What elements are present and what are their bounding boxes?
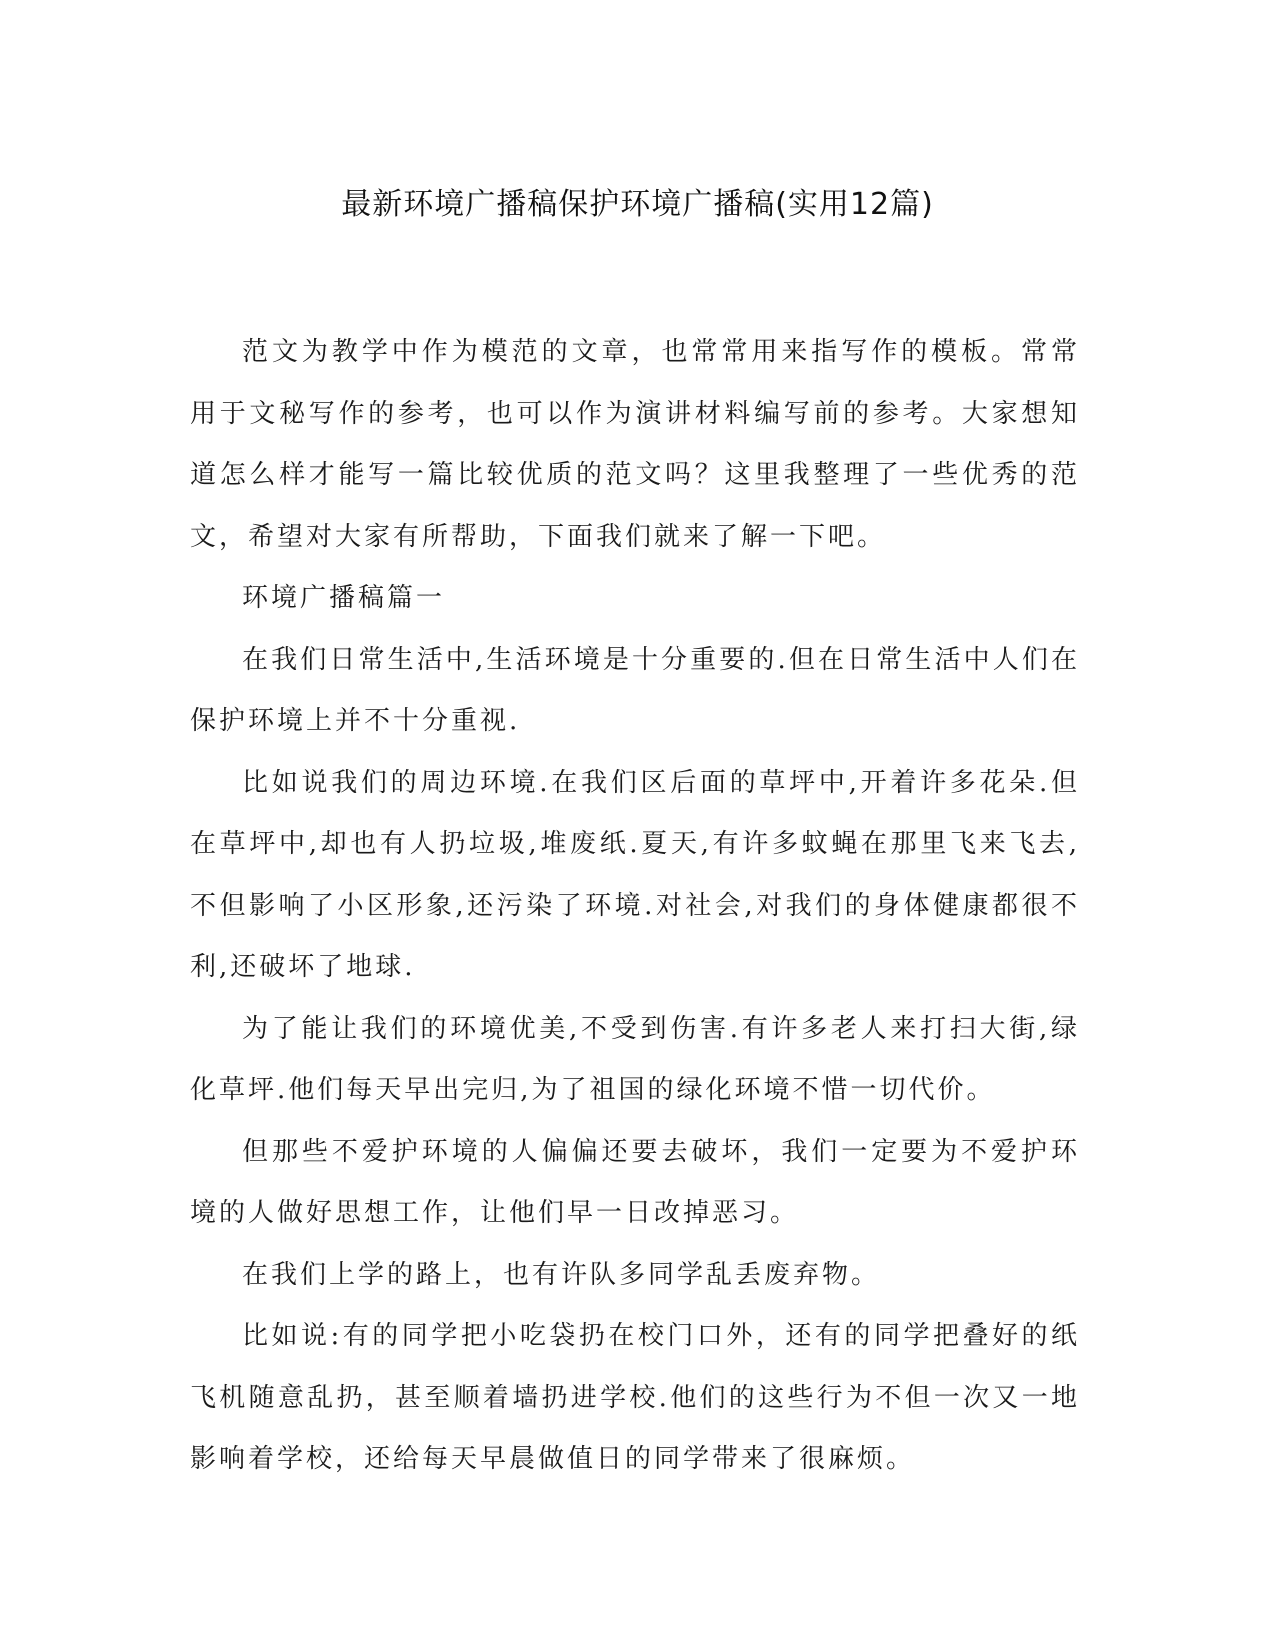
paragraph: 比如说:有的同学把小吃袋扔在校门口外，还有的同学把叠好的纸飞机随意乱扔，甚至顺着墙扔进学校.他们的这些行为不但一次又一地影响着学校，还给每天早晨做值日的同学带来了很麻烦。	[190, 1321, 1080, 1474]
paragraph-intro: 范文为教学中作为模范的文章，也常常用来指写作的模板。常常用于文秘写作的参考，也可以作为演讲材料编写前的参考。大家想知道怎么样才能写一篇比较优质的范文吗？这里我整理了一些优秀的范文，希望对大家有所帮助，下面我们就来了解一下吧。	[190, 337, 1080, 552]
paragraph: 比如说我们的周边环境.在我们区后面的草坪中,开着许多花朵.但在草坪中,却也有人扔垃圾,堆废纸.夏天,有许多蚊蝇在那里飞来飞去,不但影响了小区形象,还污染了环境.对社会,对我们的身体健康都很不利,还破坏了地球.	[190, 767, 1080, 982]
document-body	[190, 322, 1080, 1491]
section-heading: 环境广播稿篇一	[242, 583, 446, 613]
paragraph: 为了能让我们的环境优美,不受到伤害.有许多老人来打扫大街,绿化草坪.他们每天早出完归,为了祖国的绿化环境不惜一切代价。	[190, 1013, 1080, 1105]
paragraph: 在我们日常生活中,生活环境是十分重要的.但在日常生活中人们在保护环境上并不十分重视.	[190, 644, 1080, 736]
document-title: 最新环境广播稿保护环境广播稿(实用12篇)	[341, 187, 934, 222]
paragraph: 在我们上学的路上，也有许队多同学乱丢废弃物。	[242, 1259, 881, 1290]
paragraph: 但那些不爱护环境的人偏偏还要去破坏，我们一定要为不爱护环境的人做好思想工作，让他们早一日改掉恶习。	[190, 1136, 1080, 1228]
